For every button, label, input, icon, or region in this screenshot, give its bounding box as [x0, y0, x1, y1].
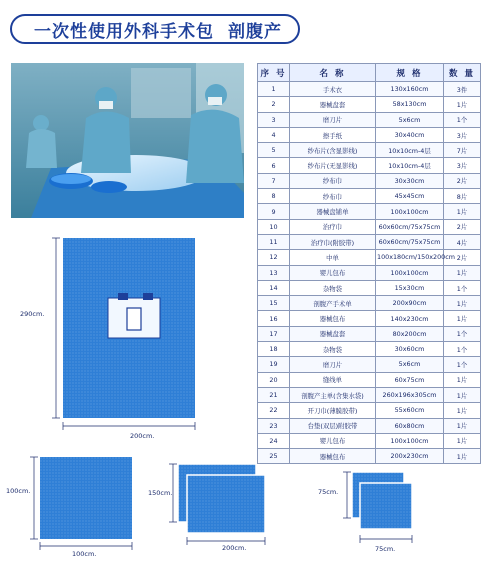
surgery-photo [11, 63, 244, 218]
cell-spec: 100x100cm [376, 204, 444, 219]
cell-name: 器械盘铺单 [290, 204, 376, 219]
cell-name: 器械包布 [290, 449, 376, 464]
cell-spec: 130x160cm [376, 82, 444, 97]
cell-spec: 60x80cm [376, 418, 444, 433]
cell-name: 缝线单 [290, 372, 376, 387]
cell-name: 台垫(双层)附胶带 [290, 418, 376, 433]
cell-qty: 1片 [444, 403, 481, 418]
spec-table [257, 63, 481, 464]
table-row [258, 234, 481, 249]
cell-name: 器械包布 [290, 311, 376, 326]
cell-spec: 260x196x305cm [376, 387, 444, 402]
cell-qty: 1片 [444, 387, 481, 402]
cell-spec: 10x10cm-4层 [376, 143, 444, 158]
cell-qty: 1片 [444, 433, 481, 448]
page-title: 一次性使用外科手术包 [34, 21, 214, 42]
rect-width-label: 200cm. [222, 544, 247, 552]
cell-qty: 1个 [444, 326, 481, 341]
table-row [258, 158, 481, 173]
cell-qty: 2片 [444, 250, 481, 265]
cell-name: 纱布片(含显影线) [290, 143, 376, 158]
cell-no: 7 [258, 173, 290, 188]
cell-no: 15 [258, 296, 290, 311]
cell-no: 24 [258, 433, 290, 448]
cell-name: 器械盘套 [290, 326, 376, 341]
cell-spec: 200x230cm [376, 449, 444, 464]
table-row [258, 189, 481, 204]
cell-no: 21 [258, 387, 290, 402]
cell-no: 14 [258, 280, 290, 295]
table-row [258, 387, 481, 402]
page-subtitle: 剖腹产 [228, 21, 282, 42]
cell-name: 剖腹产手术单 [290, 296, 376, 311]
main-height-line [52, 238, 60, 418]
title-banner [10, 14, 300, 44]
cell-qty: 2片 [444, 219, 481, 234]
cell-qty: 1片 [444, 265, 481, 280]
cell-spec: 30x60cm [376, 342, 444, 357]
cell-name: 纱布巾 [290, 173, 376, 188]
table-row [258, 143, 481, 158]
cell-qty: 2片 [444, 173, 481, 188]
small-height-label: 75cm. [318, 488, 339, 496]
cell-spec: 45x45cm [376, 189, 444, 204]
cell-qty: 1个 [444, 112, 481, 127]
col-header-no: 序 号 [258, 64, 290, 82]
cell-spec: 5x6cm [376, 112, 444, 127]
cell-spec: 30x40cm [376, 127, 444, 142]
cell-spec: 60x60cm/75x75cm [376, 234, 444, 249]
table-header-row [258, 64, 481, 82]
cell-no: 23 [258, 418, 290, 433]
table-row [258, 311, 481, 326]
cell-no: 2 [258, 97, 290, 112]
table-row [258, 265, 481, 280]
cell-spec: 15x30cm [376, 280, 444, 295]
cell-name: 磨刀片 [290, 357, 376, 372]
cell-spec: 60x60cm/75x75cm [376, 219, 444, 234]
cell-spec: 100x100cm [376, 265, 444, 280]
table-row [258, 342, 481, 357]
cell-name: 婴儿包布 [290, 433, 376, 448]
table-row [258, 204, 481, 219]
table-row [258, 403, 481, 418]
cell-spec: 55x60cm [376, 403, 444, 418]
main-width-line [63, 422, 195, 430]
cell-no: 25 [258, 449, 290, 464]
cell-qty: 1片 [444, 311, 481, 326]
cell-qty: 1个 [444, 280, 481, 295]
cell-no: 8 [258, 189, 290, 204]
table-row [258, 127, 481, 142]
cell-no: 22 [258, 403, 290, 418]
cell-name: 手术衣 [290, 82, 376, 97]
cell-qty: 1个 [444, 342, 481, 357]
cell-qty: 1片 [444, 449, 481, 464]
table-row [258, 418, 481, 433]
table-row [258, 372, 481, 387]
cell-no: 11 [258, 234, 290, 249]
col-header-spec: 规 格 [376, 64, 444, 82]
cell-no: 9 [258, 204, 290, 219]
small-width-line [360, 535, 412, 543]
square-height-label: 100cm. [6, 487, 31, 495]
cell-name: 杂物袋 [290, 342, 376, 357]
table-row [258, 280, 481, 295]
table-row [258, 112, 481, 127]
table-row [258, 433, 481, 448]
cell-no: 13 [258, 265, 290, 280]
cell-qty: 8片 [444, 189, 481, 204]
cell-no: 16 [258, 311, 290, 326]
cell-name: 磨刀片 [290, 112, 376, 127]
table-row [258, 219, 481, 234]
cell-qty: 1片 [444, 97, 481, 112]
main-drape-diagram [63, 238, 195, 418]
square-width-line [40, 542, 132, 550]
cell-spec: 60x75cm [376, 372, 444, 387]
cell-qty: 1片 [444, 418, 481, 433]
table-row [258, 250, 481, 265]
rect-drapes-diagram [178, 464, 266, 534]
cell-name: 开刀巾(薄膜胶带) [290, 403, 376, 418]
cell-no: 20 [258, 372, 290, 387]
table-row [258, 326, 481, 341]
square-height-line [30, 457, 38, 539]
cell-name: 治疗巾 [290, 219, 376, 234]
cell-qty: 1片 [444, 372, 481, 387]
main-drape-width-label: 200cm. [130, 432, 155, 440]
cell-spec: 5x6cm [376, 357, 444, 372]
cell-name: 擦手纸 [290, 127, 376, 142]
square-width-label: 100cm. [72, 550, 97, 558]
table-row [258, 296, 481, 311]
main-drape-height-label: 290cm. [20, 310, 45, 318]
small-drapes-diagram [352, 472, 414, 532]
table-row [258, 82, 481, 97]
cell-name: 纱布片(无显影线) [290, 158, 376, 173]
cell-no: 18 [258, 342, 290, 357]
cell-spec: 200x90cm [376, 296, 444, 311]
cell-qty: 1片 [444, 204, 481, 219]
cell-spec: 100x100cm [376, 433, 444, 448]
col-header-qty: 数 量 [444, 64, 481, 82]
cell-qty: 4片 [444, 234, 481, 249]
cell-spec: 80x200cm [376, 326, 444, 341]
cell-spec: 100x180cm/150x200cm [376, 250, 444, 265]
cell-qty: 7片 [444, 143, 481, 158]
cell-spec: 140x230cm [376, 311, 444, 326]
cell-name: 器械盘套 [290, 97, 376, 112]
cell-qty: 3片 [444, 158, 481, 173]
cell-name: 剖腹产主单(含集水袋) [290, 387, 376, 402]
cell-spec: 10x10cm-4层 [376, 158, 444, 173]
cell-qty: 1个 [444, 357, 481, 372]
cell-name: 纱布巾 [290, 189, 376, 204]
cell-no: 12 [258, 250, 290, 265]
cell-no: 5 [258, 143, 290, 158]
cell-name: 杂物袋 [290, 280, 376, 295]
cell-no: 4 [258, 127, 290, 142]
cell-no: 10 [258, 219, 290, 234]
cell-qty: 3件 [444, 82, 481, 97]
cell-spec: 30x30cm [376, 173, 444, 188]
cell-qty: 1片 [444, 296, 481, 311]
table-row [258, 357, 481, 372]
cell-qty: 3片 [444, 127, 481, 142]
table-row [258, 449, 481, 464]
cell-name: 治疗巾(附胶带) [290, 234, 376, 249]
table-row [258, 173, 481, 188]
cell-no: 6 [258, 158, 290, 173]
table-row [258, 97, 481, 112]
cell-name: 中单 [290, 250, 376, 265]
surgery-scene [11, 63, 244, 218]
cell-no: 3 [258, 112, 290, 127]
col-header-name: 名 称 [290, 64, 376, 82]
small-width-label: 75cm. [375, 545, 396, 553]
cell-no: 19 [258, 357, 290, 372]
rect-height-label: 150cm. [148, 489, 173, 497]
cell-no: 1 [258, 82, 290, 97]
small-height-line [343, 472, 351, 518]
cell-spec: 58x130cm [376, 97, 444, 112]
cell-name: 婴儿包布 [290, 265, 376, 280]
drape-opening [127, 308, 141, 330]
square-drape-diagram [40, 457, 132, 539]
cell-no: 17 [258, 326, 290, 341]
